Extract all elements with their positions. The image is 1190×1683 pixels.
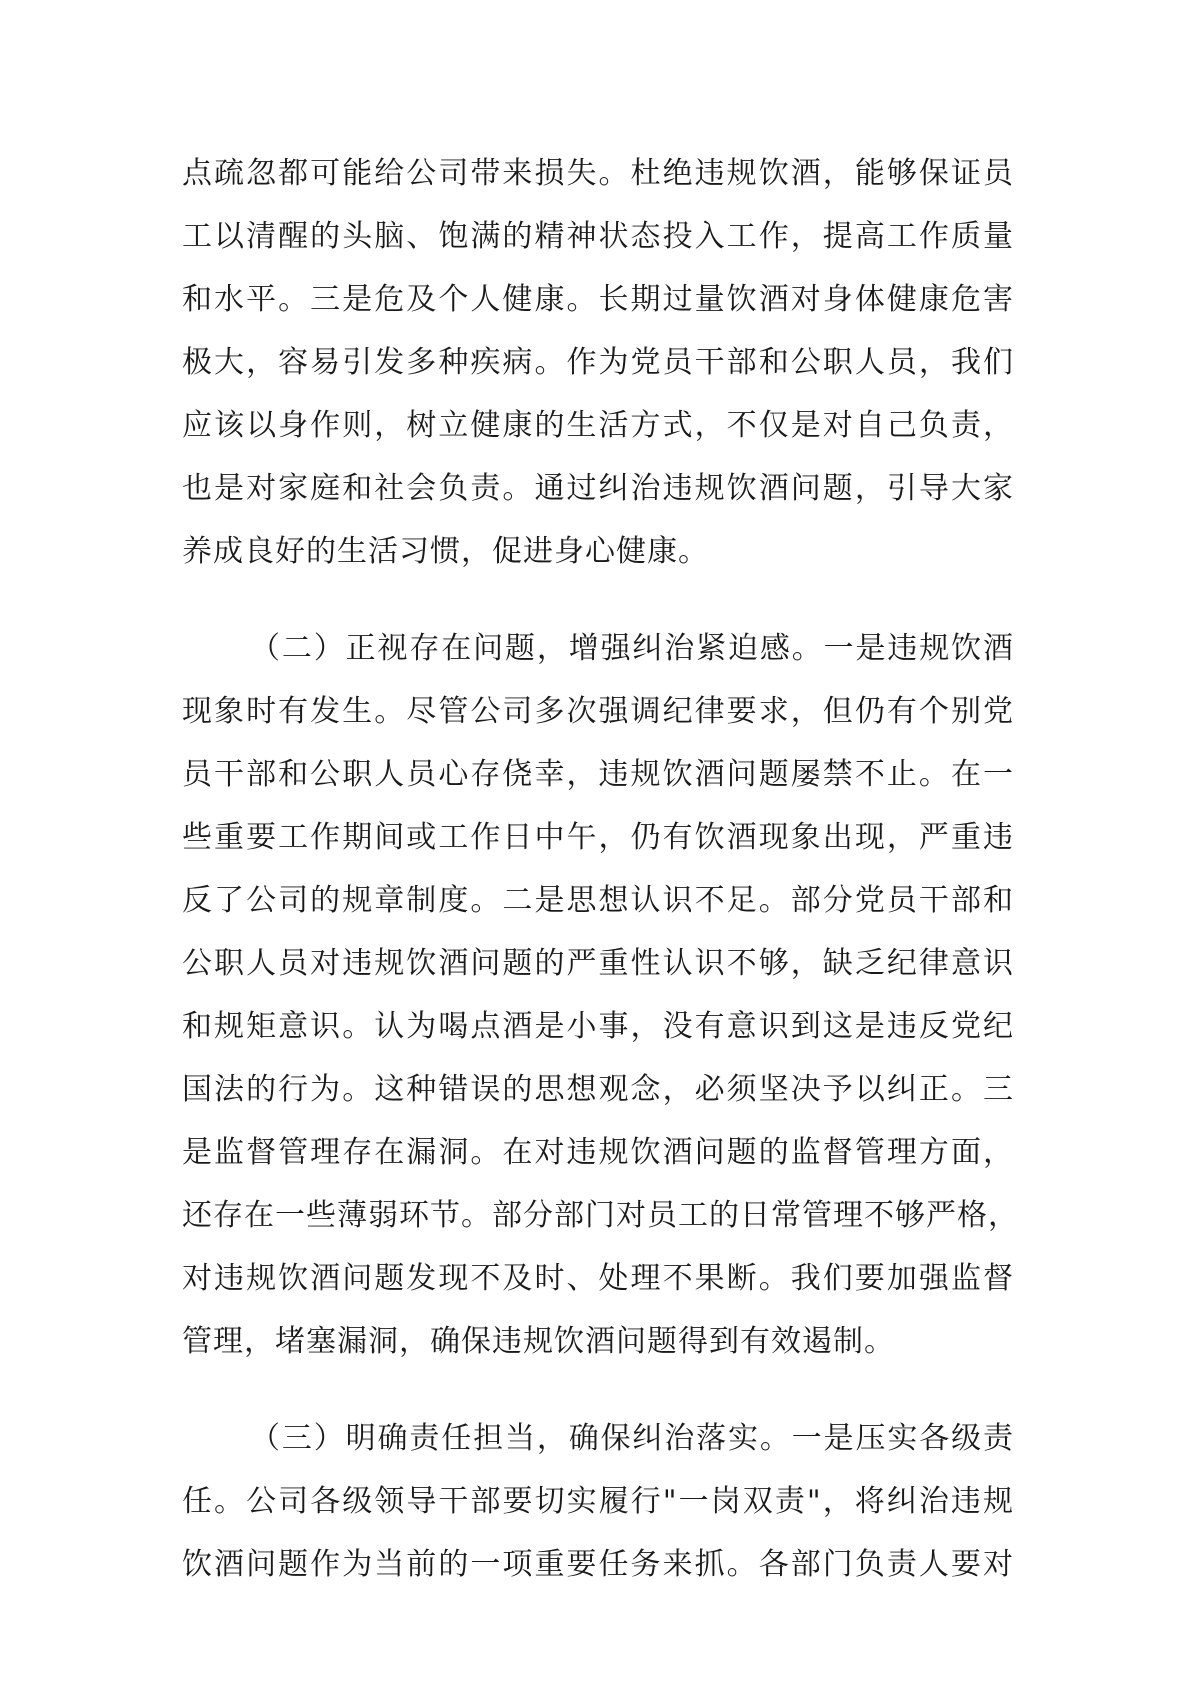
text-line: 对违规饮酒问题发现不及时、处理不果断。我们要加强监督 (182, 1261, 1014, 1296)
text-line: 应该以身作则，树立健康的生活方式，不仅是对自己负责， (182, 408, 1014, 443)
text-line: （三）明确责任担当，确保纠治落实。一是压实各级责 (250, 1421, 1014, 1456)
text-line: 反了公司的规章制度。二是思想认识不足。部分党员干部和 (182, 883, 1014, 918)
paragraph-continuation (182, 142, 1014, 583)
text-line: 工以清醒的头脑、饱满的精神状态投入工作，提高工作质量 (182, 219, 1014, 254)
paragraph-section-three (182, 1407, 1014, 1596)
text-line: 员干部和公职人员心存侥幸，违规饮酒问题屡禁不止。在一 (182, 757, 1014, 792)
text-line: 些重要工作期间或工作日中午，仍有饮酒现象出现，严重违 (182, 820, 1014, 855)
text-line: 管理，堵塞漏洞，确保违规饮酒问题得到有效遏制。 (182, 1324, 895, 1359)
text-line: 和水平。三是危及个人健康。长期过量饮酒对身体健康危害 (182, 282, 1014, 317)
text-line: 任。公司各级领导干部要切实履行"一岗双责"，将纠治违规 (182, 1484, 1014, 1519)
document-body (182, 142, 1019, 1630)
paragraph-section-two (182, 617, 1019, 1373)
text-line: 点疏忽都可能给公司带来损失。杜绝违规饮酒，能够保证员 (182, 156, 1014, 191)
text-line: 极大，容易引发多种疾病。作为党员干部和公职人员，我们 (182, 345, 1014, 380)
text-line: 现象时有发生。尽管公司多次强调纪律要求，但仍有个别党 (182, 694, 1014, 729)
text-line: 也是对家庭和社会负责。通过纠治违规饮酒问题，引导大家 (182, 471, 1014, 506)
text-line: 国法的行为。这种错误的思想观念，必须坚决予以纠正。三 (182, 1072, 1014, 1107)
text-line: 还存在一些薄弱环节。部分部门对员工的日常管理不够严格， (182, 1198, 1019, 1233)
text-line: 饮酒问题作为当前的一项重要任务来抓。各部门负责人要对 (182, 1547, 1014, 1582)
text-line: （二）正视存在问题，增强纠治紧迫感。一是违规饮酒 (250, 631, 1014, 666)
text-line: 是监督管理存在漏洞。在对违规饮酒问题的监督管理方面， (182, 1135, 1014, 1170)
text-line: 养成良好的生活习惯，促进身心健康。 (182, 534, 709, 569)
text-line: 公职人员对违规饮酒问题的严重性认识不够，缺乏纪律意识 (182, 946, 1014, 981)
text-line: 和规矩意识。认为喝点酒是小事，没有意识到这是违反党纪 (182, 1009, 1014, 1044)
